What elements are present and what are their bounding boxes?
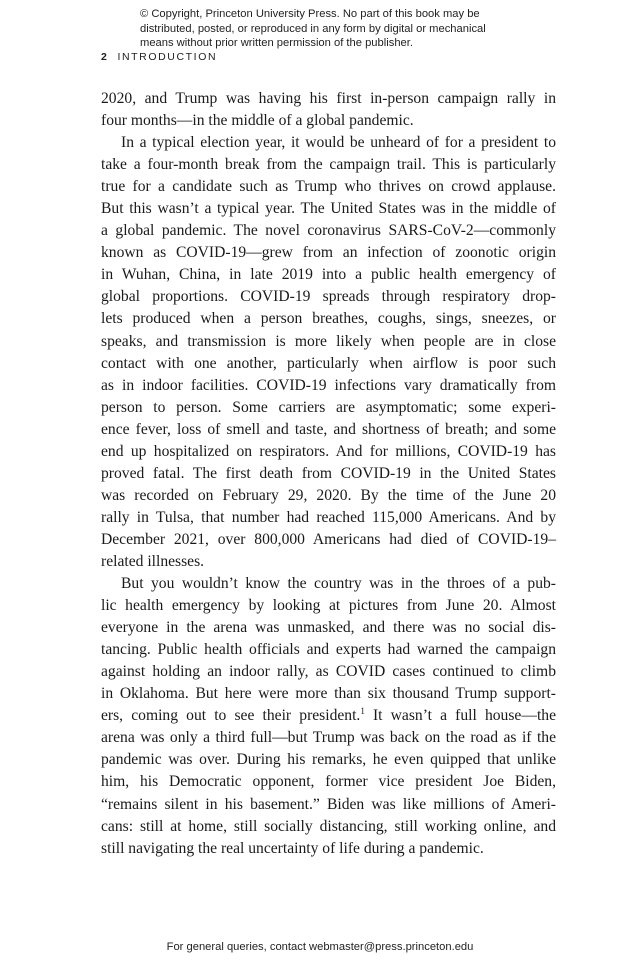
text-line: global proportions. COVID-19 spreads through respiratory drop-: [101, 288, 556, 306]
text-line: related illnesses.: [101, 552, 205, 570]
text-line: as in indoor facilities. COVID-19 infections vary dramatically from: [101, 376, 556, 394]
text-line: take a four-month break from the campaign trail. This is particularly: [101, 156, 556, 174]
text-line: pandemic was over. During his remarks, he even quipped that unlike: [101, 751, 556, 769]
text-line: ence fever, loss of smell and taste, and shortness of breath; and some: [101, 420, 556, 438]
paragraph: [101, 132, 556, 573]
running-head: [101, 51, 217, 63]
text-line: four months—in the middle of a global pandemic.: [101, 112, 414, 130]
text-line: December 2021, over 800,000 Americans had died of COVID-19–: [101, 530, 556, 548]
copyright-line: © Copyright, Princeton University Press. No part of this book may be: [140, 8, 480, 20]
text-line: arena was only a third full—but Trump was back on the road as if the: [101, 729, 556, 747]
paragraph: [101, 573, 556, 860]
text-segment: ers, coming out to see their president.: [101, 707, 361, 725]
text-line: lic health emergency by looking at pictures from June 20. Almost: [101, 597, 556, 615]
text-line: him, his Democratic opponent, former vice president Joe Biden,: [101, 773, 556, 791]
text-line: But you wouldn’t know the country was in the throes of a pub-: [121, 575, 556, 593]
section-title: INTRODUCTION: [117, 51, 218, 63]
copyright-notice: [140, 7, 520, 51]
text-line: In a typical election year, it would be unheard of for a president to: [121, 134, 556, 152]
page-number: 2: [101, 51, 109, 63]
text-line: against holding an indoor rally, as COVID cases continued to climb: [101, 663, 556, 681]
copyright-line: means without prior written permission of the publisher.: [140, 37, 413, 50]
copyright-line: distributed, posted, or reproduced in any form by digital or mechanical: [140, 22, 486, 35]
text-line: true for a candidate such as Trump who thrives on crowd applause.: [101, 178, 556, 196]
text-line: rally in Tulsa, that number had reached 115,000 Americans. And by: [101, 508, 556, 526]
text-line: contact with one another, particularly when airflow is poor such: [101, 354, 556, 372]
paragraph: [101, 88, 556, 132]
footer-contact: For general queries, contact webmaster@press.princeton.edu: [166, 941, 474, 953]
text-line: a global pandemic. The novel coronavirus SARS-CoV-2—commonly: [101, 222, 556, 240]
text-line: everyone in the arena was unmasked, and there was no social dis-: [101, 619, 556, 637]
text-line: lets produced when a person breathes, coughs, sings, sneezes, or: [101, 310, 556, 328]
text-line: known as COVID-19—grew from an infection of zoonotic origin: [101, 244, 556, 262]
text-line: But this wasn’t a typical year. The United States was in the middle of: [101, 200, 556, 218]
text-line: person to person. Some carriers are asymptomatic; some experi-: [101, 398, 556, 416]
footnote-marker[interactable]: 1: [360, 706, 365, 717]
text-line: in Oklahoma. But here were more than six thousand Trump support-: [101, 685, 556, 703]
text-line: cans: still at home, still socially distancing, still working online, and: [101, 817, 556, 835]
text-line: proved fatal. The first death from COVID-19 in the United States: [101, 464, 556, 482]
text-line: 2020, and Trump was having his first in-person campaign rally in: [101, 90, 556, 107]
text-line: “remains silent in his basement.” Biden was like millions of Ameri-: [101, 795, 556, 813]
text-line: end up hospitalized on respirators. And for millions, COVID-19 has: [101, 442, 556, 460]
text-line: [101, 705, 556, 727]
text-segment: It wasn’t a full house—the: [364, 707, 556, 725]
text-line: tancing. Public health officials and experts had warned the campaign: [101, 641, 556, 659]
text-line: still navigating the real uncertainty of life during a pandemic.: [101, 839, 484, 857]
body-text: [101, 88, 556, 860]
text-line: was recorded on February 29, 2020. By the time of the June 20: [101, 486, 556, 504]
text-line: in Wuhan, China, in late 2019 into a public health emergency of: [101, 266, 556, 284]
text-line: speaks, and transmission is more likely when people are in close: [101, 332, 556, 350]
